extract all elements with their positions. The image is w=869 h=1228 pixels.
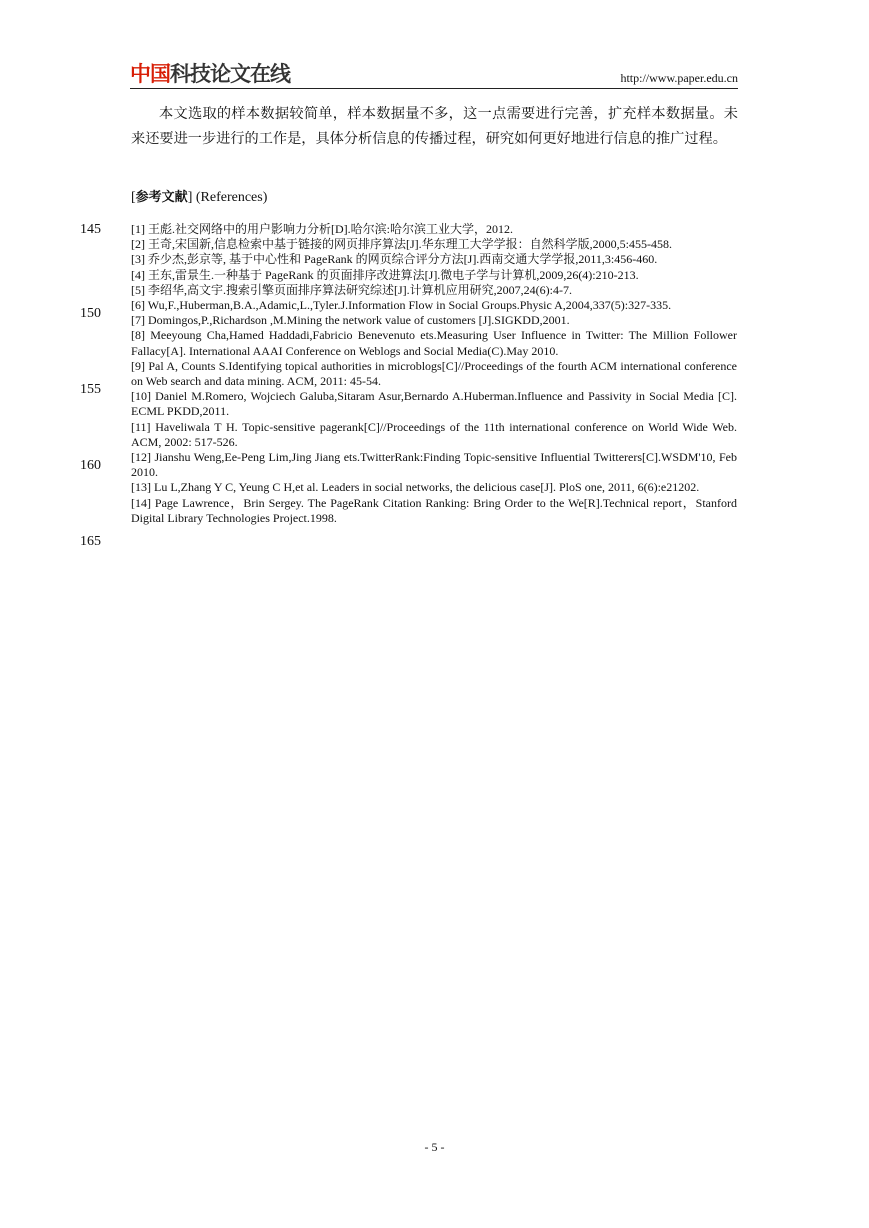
reference-item: [5] 李绍华,高文宇.搜索引擎页面排序算法研究综述[J].计算机应用研究,2007,24(6):4-7.: [131, 282, 572, 297]
reference-item: [3] 乔少杰,彭京等, 基于中心性和 PageRank 的网页综合评分方法[J].西南交通大学学报,2011,3:456-460.: [131, 252, 658, 267]
reference-item: [9] Pal A, Counts S.Identifying topical authorities in microblogs[C]//Proceedings of the fourth ACM international conference on Web search and data mining. ACM, 2011: 45-54.: [131, 358, 737, 389]
logo-dark-text: 科技论文在线: [170, 62, 290, 86]
reference-item: [7] Domingos,P.,Richardson ,M.Mining the network value of customers [J].SIGKDD,2001.: [131, 313, 570, 328]
reference-item: [2] 王奇,宋国新,信息检索中基于链接的网页排序算法[J].华东理工大学学报：自然科学版,2000,5:455-458.: [131, 237, 672, 252]
line-number: 165: [80, 534, 101, 549]
header-url[interactable]: http://www.paper.edu.cn: [620, 71, 738, 85]
ref-heading-open: [: [131, 190, 136, 205]
page-number: - 5 -: [424, 1140, 445, 1154]
ref-heading-cn: 参考文献: [135, 190, 188, 205]
line-number: 150: [80, 306, 101, 321]
logo-red-text: 中国: [130, 62, 170, 86]
references-list: [131, 222, 737, 526]
journal-logo: [130, 60, 290, 88]
reference-item: [1] 王彪.社交网络中的用户影响力分析[D].哈尔滨:哈尔滨工业大学，2012.: [131, 222, 513, 236]
reference-item: [4] 王东,雷景生.一种基于 PageRank 的页面排序改进算法[J].微电子学与计算机,2009,26(4):210-213.: [131, 267, 639, 282]
reference-item: [11] Haveliwala T H. Topic-sensitive pagerank[C]//Proceedings of the 11th international conference on World Wide Web. ACM, 2002: 517-526.: [131, 419, 737, 449]
body-paragraph: 本文选取的样本数据较简单，样本数据量不多，这一点需要进行完善，扩充样本数据量。未来还要进一步进行的工作是，具体分析信息的传播过程，研究如何更好地进行信息的推广过程。: [131, 106, 738, 147]
reference-item: [14] Page Lawrence，Brin Sergey. The PageRank Citation Ranking: Bring Order to the We[R].Technical report，Stanford Digital Library Technologies Project.1998.: [131, 495, 737, 525]
ref-heading-close: ] (References): [187, 190, 268, 205]
line-number: 145: [80, 222, 101, 237]
reference-item: [8] Meeyoung Cha,Hamed Haddadi,Fabricio Benevenuto ets.Measuring User Influence in Twitter: The Million Follower Fallacy[A]. International AAAI Conference on Weblogs and Social Media(C).May 2010.: [131, 328, 737, 358]
line-number: 155: [80, 382, 101, 397]
references-heading: [131, 188, 267, 208]
reference-item: [6] Wu,F.,Huberman,B.A.,Adamic,L.,Tyler.J.Information Flow in Social Groups.Physic A,2004,337(5):327-335.: [131, 298, 672, 313]
page-header: [130, 60, 738, 89]
reference-item: [10] Daniel M.Romero, Wojciech Galuba,Sitaram Asur,Bernardo A.Huberman.Influence and Passivity in Social Media [C]. ECML PKDD,2011.: [131, 389, 737, 419]
reference-item: [13] Lu L,Zhang Y C, Yeung C H,et al. Leaders in social networks, the delicious case[J]. PloS one, 2011, 6(6):e21202.: [131, 480, 700, 495]
line-number: 160: [80, 458, 101, 473]
reference-item: [12] Jianshu Weng,Ee-Peng Lim,Jing Jiang ets.TwitterRank:Finding Topic-sensitive Influential Twitterers[C].WSDM'10, Feb 2010.: [131, 450, 737, 480]
